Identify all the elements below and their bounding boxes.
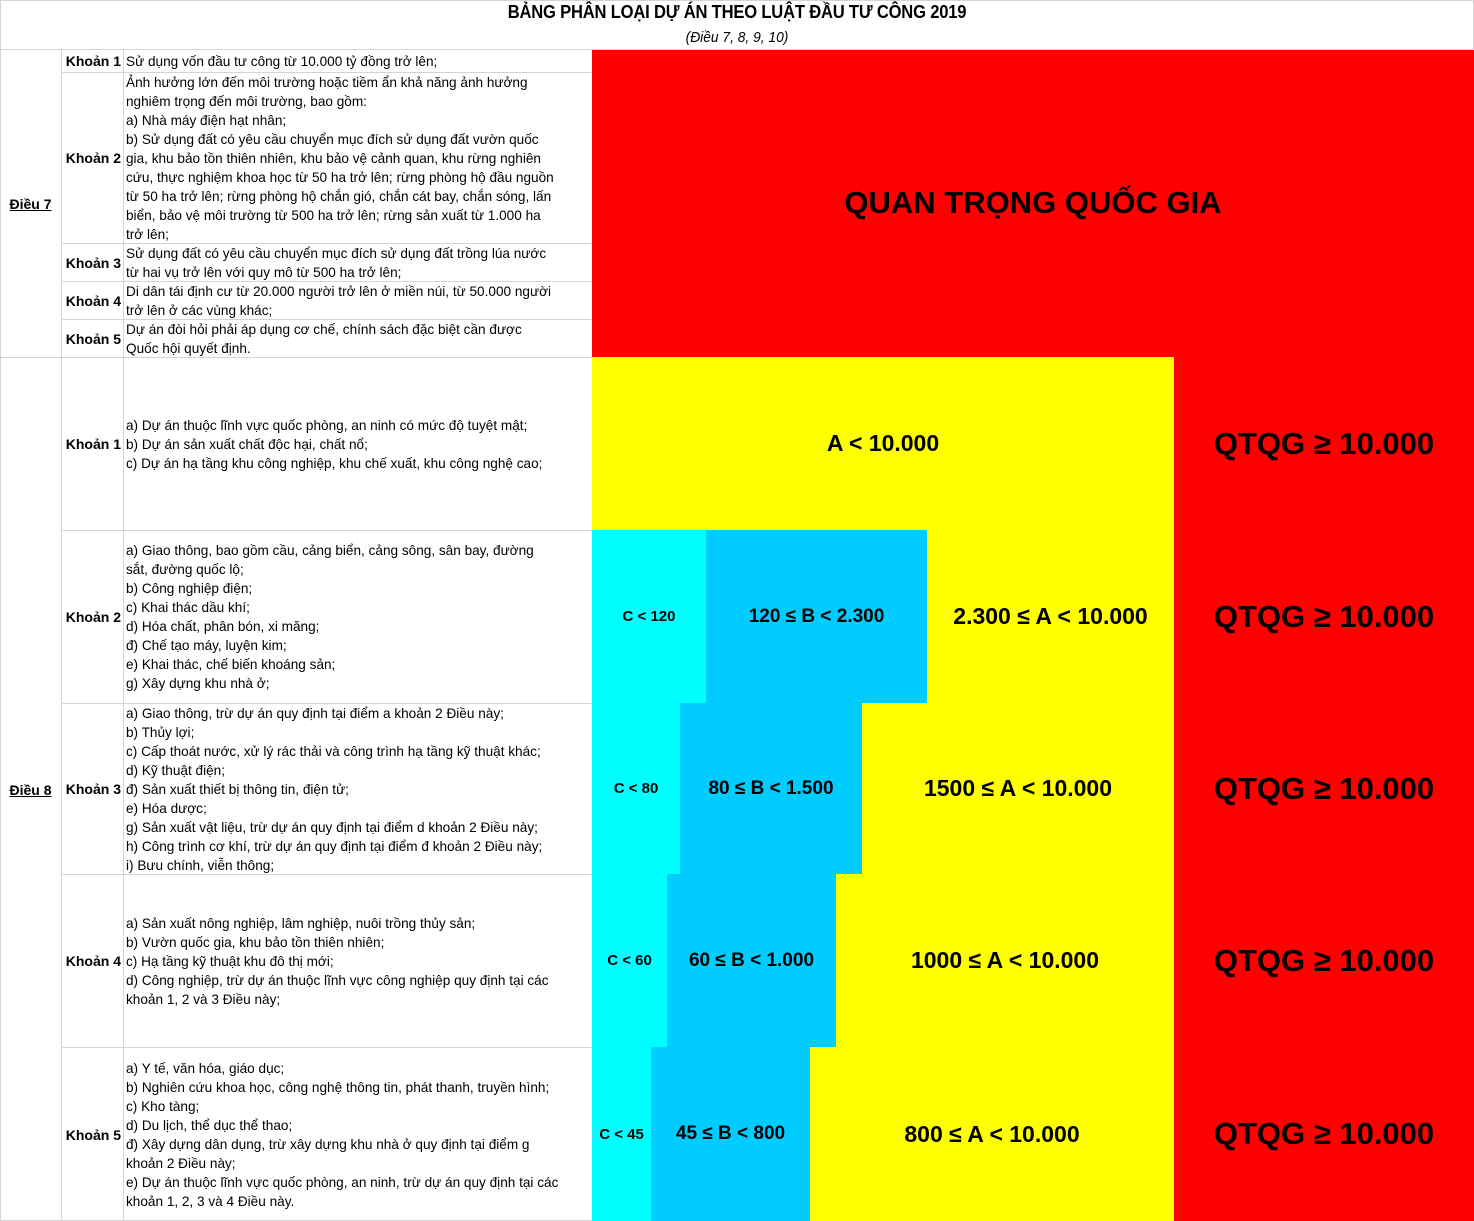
text-line: e) Hóa dược; (126, 800, 207, 816)
text-line: a) Dự án thuộc lĩnh vực quốc phòng, an ninh có mức độ tuyệt mật; (126, 417, 528, 433)
text-line: d) Du lịch, thể dục thể thao; (126, 1117, 293, 1133)
text-line: c) Dự án hạ tầng khu công nghiệp, khu chế xuất, khu công nghệ cao; (126, 455, 543, 471)
qtqg-cell-khoan5 (1174, 1047, 1474, 1221)
dieu7-khoan4-content (124, 282, 592, 319)
text-line: a) Nhà máy điện hạt nhân; (126, 112, 287, 128)
qtqg-value: QTQG ≥ 10.000 (1213, 598, 1435, 634)
group-c-cell-khoan2 (592, 530, 706, 703)
text-line: trở lên ở các vùng khác; (126, 302, 273, 318)
text-line: đ) Xây dựng dân dụng, trừ xây dựng khu nhà ở quy định tại điểm g (126, 1136, 530, 1152)
group-c-value: C < 45 (599, 1125, 644, 1143)
dieu8-label-text: Điều 8 (9, 781, 52, 798)
dieu7-khoan3-content (124, 244, 592, 281)
group-c-value: C < 60 (607, 952, 652, 969)
text-line: khoản 1, 2, 3 và 4 Điều này. (126, 1193, 295, 1209)
text-line: h) Công trình cơ khí, trừ dự án quy định tại điểm đ khoản 2 Điều này; (126, 838, 543, 854)
group-a-cell-khoan4 (836, 874, 1174, 1047)
text-line: sắt, đường quốc lộ; (126, 562, 244, 577)
text-line: Sử dụng đất có yêu cầu chuyển mục đích sử dụng đất trồng lúa nước (126, 245, 547, 261)
dieu8-khoan1-label: Khoản 1 (65, 436, 121, 452)
group-a-value: 800 ≤ A < 10.000 (904, 1120, 1080, 1147)
text-line: từ 50 ha trở lên; rừng phòng hộ chắn gió, chắn cát bay, chắn sóng, lấn (126, 188, 552, 204)
group-b-cell-khoan4 (667, 874, 836, 1047)
qtqg-cell-khoan3 (1174, 703, 1474, 874)
text-line: nghiêm trọng đến môi trường, bao gồm: (126, 93, 367, 109)
text-line: g) Xây dựng khu nhà ở; (126, 676, 270, 691)
text-line: b) Dự án sản xuất chất độc hại, chất nổ; (126, 436, 368, 452)
text-line: cứu, thực nghiệm khoa học từ 50 ha trở lên; rừng phòng hộ đầu nguồn (126, 169, 554, 185)
national-importance-block (592, 49, 1474, 357)
dieu7-khoan3-label: Khoản 3 (65, 254, 121, 271)
text-line: e) Khai thác, chế biến khoáng sản; (126, 657, 336, 672)
dieu7-khoan5-content (124, 320, 592, 357)
group-b-value: 60 ≤ B < 1.000 (688, 949, 815, 971)
text-line: d) Công nghiệp, trừ dự án thuộc lĩnh vực công nghiệp quy định tại các (126, 972, 549, 988)
group-a-value: A < 10.000 (826, 430, 940, 456)
text-line: c) Kho tàng; (126, 1098, 200, 1114)
text-line: g) Sản xuất vật liệu, trừ dự án quy định tại điểm d khoản 2 Điều này; (126, 819, 538, 835)
dieu7-label (0, 50, 61, 357)
group-a-value: 1500 ≤ A < 10.000 (923, 775, 1113, 801)
dieu8-khoan1-content (124, 358, 592, 530)
page-subtitle: (Điều 7, 8, 9, 10) (685, 29, 789, 46)
national-importance-label: QUAN TRỌNG QUỐC GIA (844, 185, 1222, 220)
group-c-value: C < 120 (622, 608, 676, 625)
text-line: c) Cấp thoát nước, xử lý rác thải và công trình hạ tầng kỹ thuật khác; (126, 743, 541, 759)
group-b-value: 45 ≤ B < 800 (675, 1123, 786, 1144)
group-a-cell-khoan2 (927, 530, 1174, 703)
text-line: đ) Sản xuất thiết bị thông tin, điện tử; (126, 781, 349, 797)
group-a-cell-khoan1 (592, 357, 1174, 530)
dieu7-khoan2-label: Khoản 2 (65, 150, 121, 166)
dieu7-khoan5-label: Khoản 5 (65, 330, 121, 347)
text-line: gia, khu bảo tồn thiên nhiên, khu bảo vệ cảnh quan, khu rừng nghiên (126, 150, 541, 166)
qtqg-cell-khoan2 (1174, 530, 1474, 703)
group-a-value: 1000 ≤ A < 10.000 (910, 947, 1100, 973)
text-line: khoản 1, 2 và 3 Điều này; (126, 991, 281, 1007)
text-line: b) Công nghiệp điện; (126, 581, 253, 596)
text-line: c) Hạ tầng kỹ thuật khu đô thị mới; (126, 953, 334, 969)
qtqg-value: QTQG ≥ 10.000 (1213, 1116, 1435, 1151)
dieu7-khoan1-label: Khoản 1 (65, 53, 121, 69)
dieu8-khoan5-content (124, 1048, 592, 1221)
dieu8-khoan3-label: Khoản 3 (65, 781, 121, 797)
text-line: a) Sản xuất nông nghiệp, lâm nghiệp, nuôi trồng thủy sản; (126, 915, 476, 931)
group-a-value: 2.300 ≤ A < 10.000 (953, 603, 1148, 629)
text-line: biển, bảo vệ môi trường từ 500 ha trở lên; rừng sản xuất từ 1.000 ha (126, 207, 541, 223)
text-line: e) Dự án thuộc lĩnh vực quốc phòng, an ninh, trừ dự án quy định tại các (126, 1174, 559, 1190)
group-c-cell-khoan3 (592, 703, 680, 874)
text-line: đ) Chế tạo máy, luyện kim; (126, 638, 287, 653)
text-line: a) Giao thông, trừ dự án quy định tại điểm a khoản 2 Điều này; (126, 705, 504, 721)
text-line: Dự án đòi hỏi phải áp dụng cơ chế, chính sách đặc biệt cần được (126, 321, 522, 337)
text-line: Quốc hội quyết định. (126, 340, 251, 356)
text-line: b) Nghiên cứu khoa học, công nghệ thông tin, phát thanh, truyền hình; (126, 1079, 550, 1095)
group-c-cell-khoan4 (592, 874, 667, 1047)
text-line: Sử dụng vốn đầu tư công từ 10.000 tỷ đồng trở lên; (126, 53, 438, 69)
group-c-cell-khoan5 (592, 1047, 651, 1221)
dieu8-khoan5-label: Khoản 5 (65, 1126, 121, 1143)
group-b-value: 120 ≤ B < 2.300 (748, 605, 885, 627)
dieu8-label (0, 358, 61, 1221)
group-b-cell-khoan5 (651, 1047, 810, 1221)
text-line: a) Y tế, văn hóa, giáo dục; (126, 1060, 285, 1076)
qtqg-value: QTQG ≥ 10.000 (1213, 770, 1435, 806)
text-line: b) Thủy lợi; (126, 724, 195, 740)
group-a-cell-khoan3 (862, 703, 1174, 874)
text-line: c) Khai thác dầu khí; (126, 600, 250, 615)
group-b-cell-khoan2 (706, 530, 927, 703)
text-line: a) Giao thông, bao gồm cầu, cảng biển, cảng sông, sân bay, đường (126, 543, 534, 558)
text-line: d) Hóa chất, phân bón, xi măng; (126, 619, 320, 634)
group-a-cell-khoan5 (810, 1047, 1174, 1221)
dieu7-khoan2-content (124, 73, 592, 243)
dieu8-khoan2-content (124, 531, 592, 703)
text-line: khoản 2 Điều này; (126, 1155, 236, 1171)
dieu8-khoan2-label: Khoản 2 (65, 609, 121, 625)
text-line: trở lên; (126, 226, 169, 242)
text-line: b) Vườn quốc gia, khu bảo tồn thiên nhiên; (126, 934, 385, 950)
text-line: từ hai vụ trở lên với quy mô từ 500 ha trở lên; (126, 264, 402, 280)
dieu8-khoan4-label: Khoản 4 (65, 953, 121, 969)
text-line: i) Bưu chính, viễn thông; (126, 857, 275, 873)
dieu7-khoan1-content (124, 50, 592, 72)
qtqg-value: QTQG ≥ 10.000 (1213, 942, 1435, 978)
group-b-cell-khoan3 (680, 703, 862, 874)
qtqg-cell-khoan4 (1174, 874, 1474, 1047)
text-line: d) Kỹ thuật điện; (126, 762, 225, 778)
qtqg-cell-khoan1 (1174, 357, 1474, 530)
group-b-value: 80 ≤ B < 1.500 (708, 777, 834, 799)
text-line: Ảnh hưởng lớn đến môi trường hoặc tiềm ẩn khả năng ảnh hưởng (126, 74, 528, 90)
group-c-value: C < 80 (613, 780, 659, 797)
text-line: b) Sử dụng đất có yêu cầu chuyển mục đích sử dụng đất vườn quốc (126, 131, 539, 147)
dieu7-khoan4-label: Khoản 4 (65, 292, 121, 309)
dieu8-khoan4-content (124, 875, 592, 1047)
page-title: BẢNG PHÂN LOẠI DỰ ÁN THEO LUẬT ĐẦU TƯ CÔNG 2019 (507, 2, 967, 22)
qtqg-value: QTQG ≥ 10.000 (1213, 425, 1435, 461)
text-line: Di dân tái định cư từ 20.000 người trở lên ở miền núi, từ 50.000 người (126, 283, 551, 299)
dieu8-khoan3-content (124, 704, 592, 874)
dieu7-label-text: Điều 7 (9, 195, 52, 212)
